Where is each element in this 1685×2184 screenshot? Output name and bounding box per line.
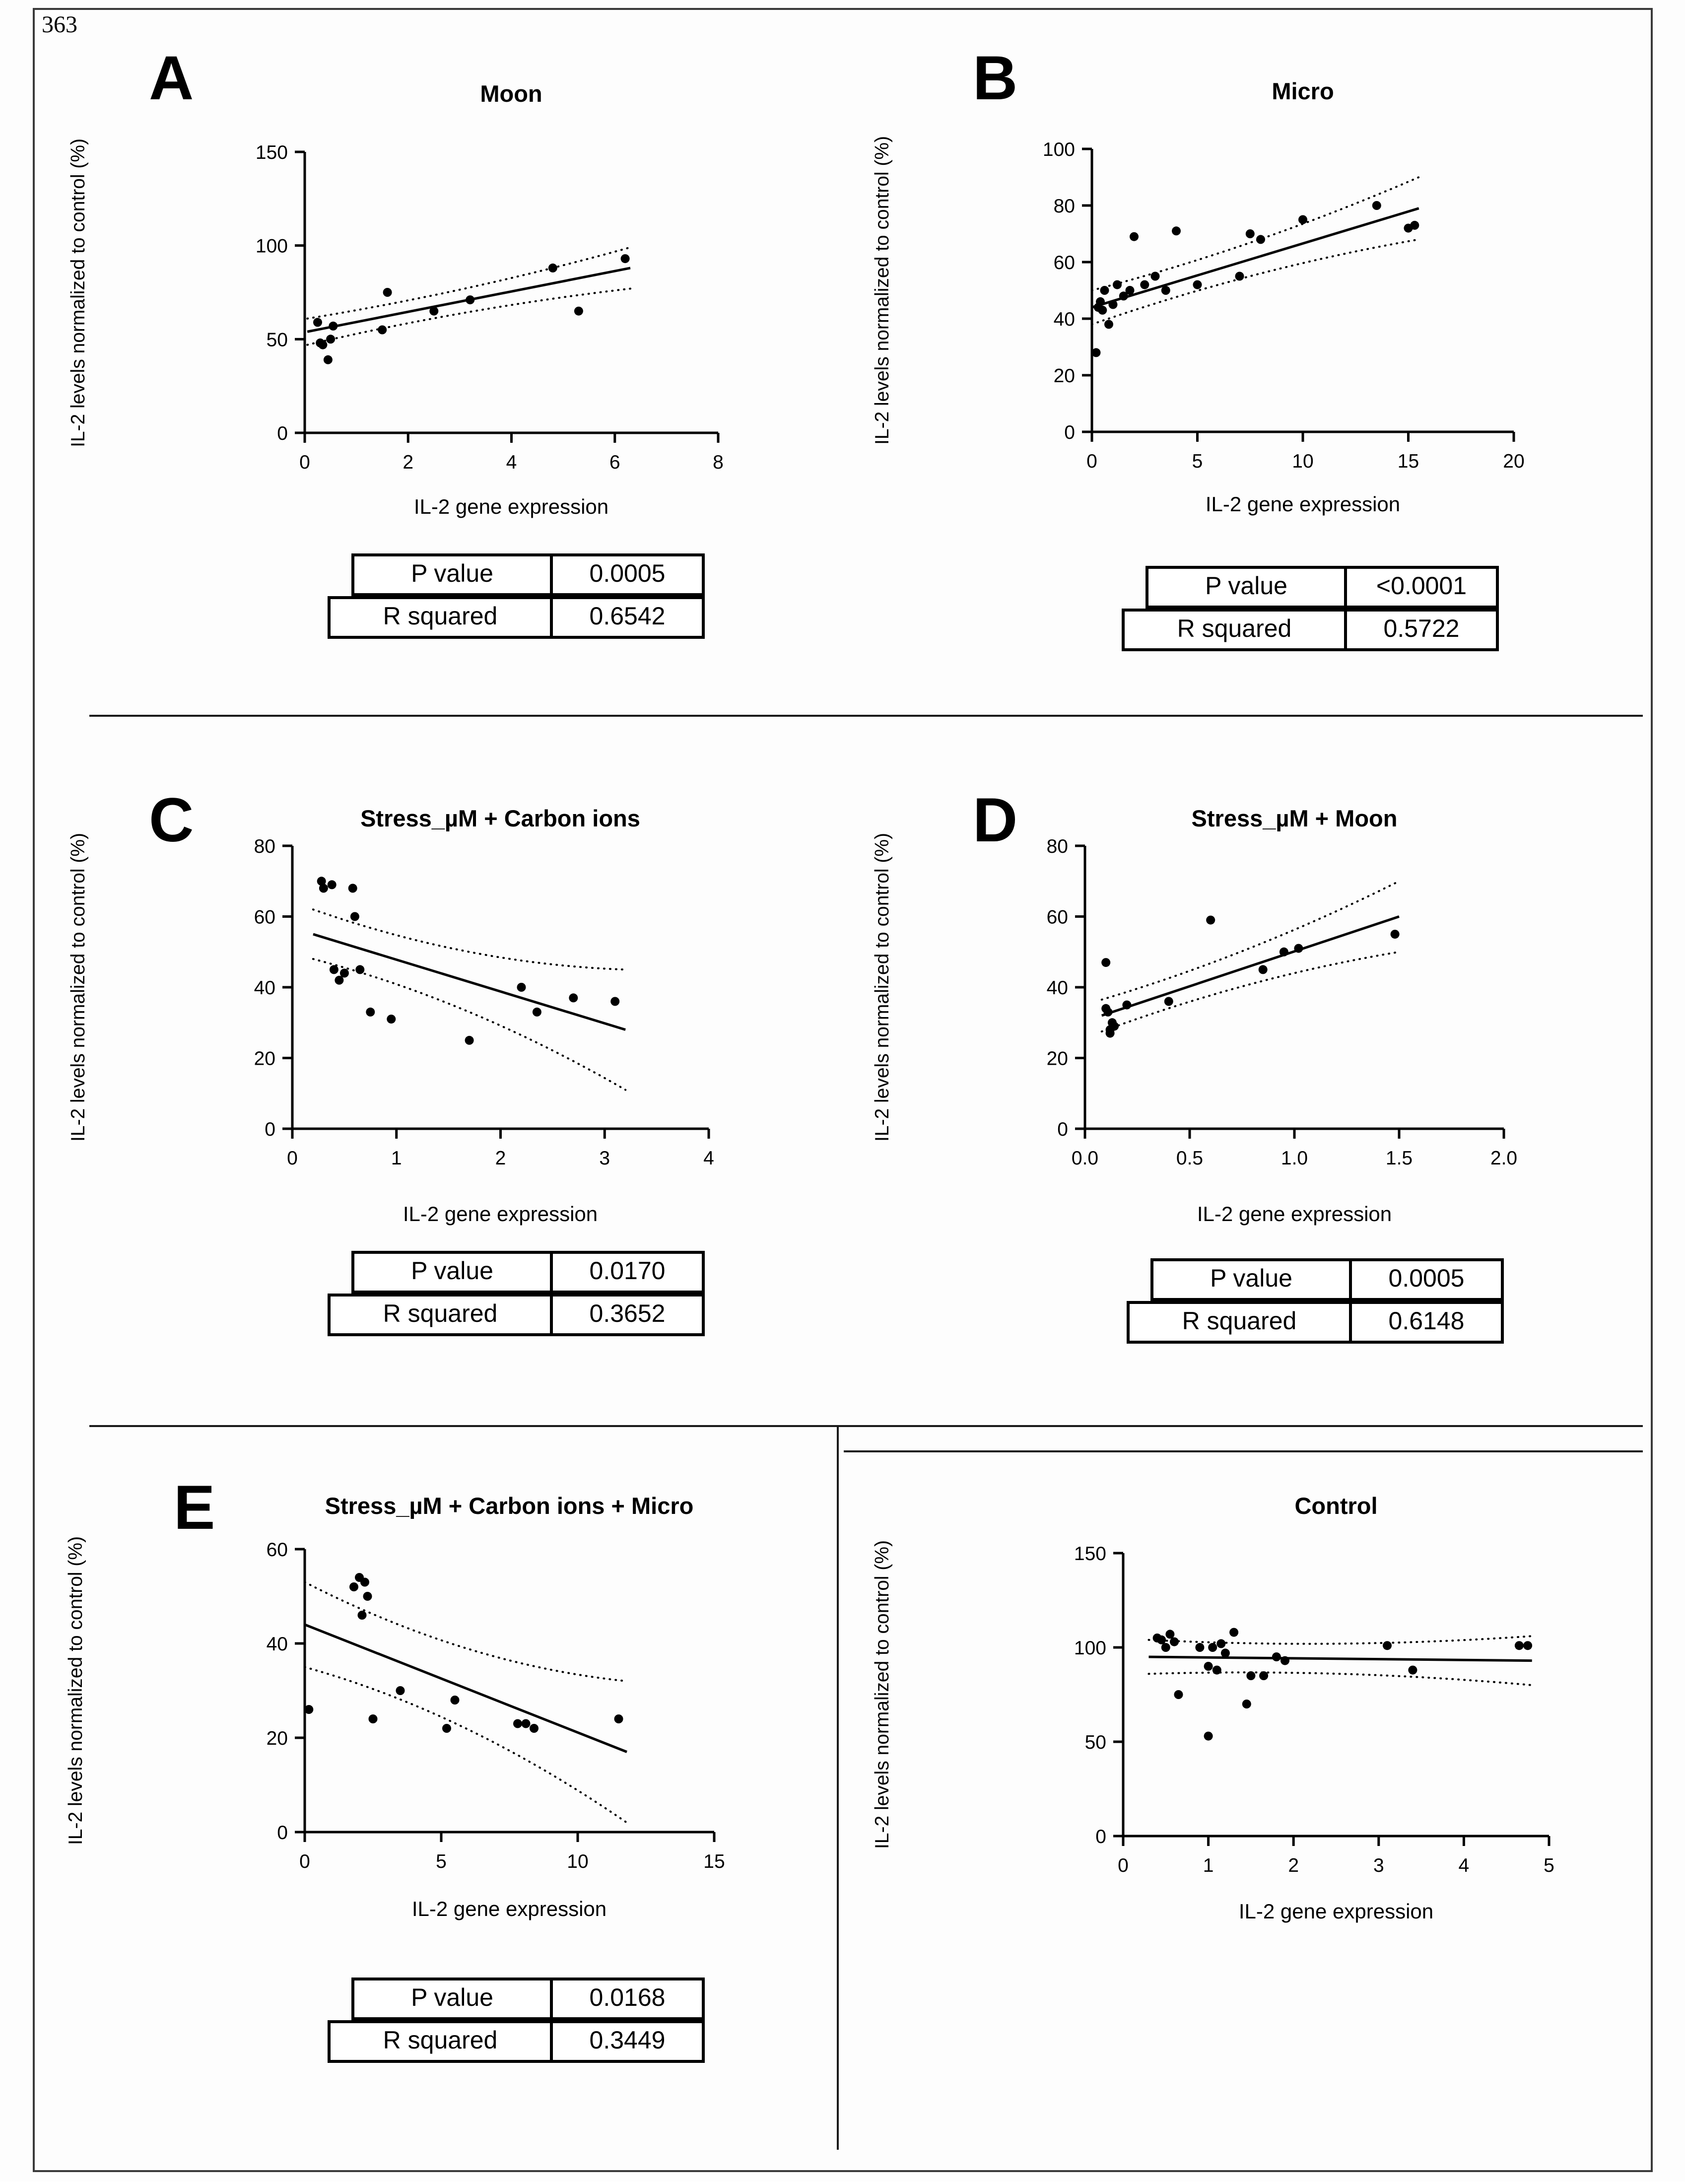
y-tick-label: 40	[254, 977, 275, 999]
data-point	[1165, 1630, 1174, 1638]
x-tick-label: 0	[1118, 1855, 1129, 1876]
data-point	[1204, 1732, 1213, 1741]
data-point	[1204, 1662, 1213, 1671]
y-tick-label: 60	[1053, 252, 1075, 273]
data-point	[1208, 1643, 1217, 1652]
data-point	[451, 1696, 460, 1705]
chart-a-y-axis-label: IL-2 levels normalized to control (%)	[67, 138, 89, 448]
data-point	[324, 355, 333, 364]
stats-r-value: 0.3652	[589, 1299, 666, 1327]
data-point	[328, 880, 337, 889]
plot-area	[254, 836, 714, 1169]
data-point	[355, 965, 364, 974]
y-tick-label: 80	[254, 836, 275, 857]
chart-c-svg	[69, 774, 844, 1236]
regression-line	[1148, 1657, 1532, 1661]
data-point	[574, 307, 583, 316]
data-point	[614, 1714, 623, 1723]
data-point	[1193, 280, 1202, 289]
data-point	[329, 322, 337, 331]
x-tick-label: 2.0	[1490, 1148, 1518, 1169]
y-tick-label: 80	[1046, 836, 1068, 857]
plot-area	[256, 142, 724, 473]
panel-c-letter: C	[149, 786, 194, 855]
confidence-band	[313, 909, 625, 969]
x-tick-label: 15	[1397, 451, 1419, 472]
data-point	[350, 912, 359, 921]
data-point	[1100, 286, 1109, 295]
stats-row-p	[351, 1978, 705, 2020]
regression-line	[305, 1625, 627, 1752]
data-point	[1195, 1643, 1204, 1652]
data-point	[1101, 958, 1110, 967]
y-tick-label: 50	[1084, 1732, 1106, 1753]
stats-p-value: 0.0005	[1388, 1264, 1465, 1292]
data-point	[1151, 272, 1160, 281]
y-tick-label: 60	[266, 1539, 288, 1561]
chart-c-y-axis-label: IL-2 levels normalized to control (%)	[67, 832, 89, 1142]
chart-c-x-axis-label: IL-2 gene expression	[403, 1202, 598, 1226]
y-tick-label: 100	[255, 235, 288, 257]
data-point	[1229, 1628, 1238, 1637]
chart-b-x-axis-label: IL-2 gene expression	[1205, 492, 1401, 516]
panel-e-letter: E	[174, 1473, 215, 1542]
y-tick-label: 0	[1057, 1119, 1068, 1140]
data-point	[304, 1705, 313, 1714]
x-tick-label: 8	[713, 452, 724, 473]
stats-p-label: P value	[1153, 1261, 1352, 1298]
data-point	[1104, 320, 1113, 329]
x-tick-label: 1	[1203, 1855, 1214, 1876]
data-point	[1161, 1643, 1170, 1652]
chart-control-title: Control	[1294, 1493, 1378, 1519]
y-tick-label: 20	[1053, 365, 1075, 387]
stats-table-b	[1122, 566, 1499, 651]
x-tick-label: 0.0	[1071, 1148, 1099, 1169]
x-tick-label: 0	[299, 1851, 310, 1872]
data-point	[513, 1719, 522, 1728]
stats-table-d	[1127, 1258, 1504, 1344]
confidence-band	[305, 1667, 627, 1823]
y-tick-label: 20	[254, 1048, 275, 1070]
data-point	[465, 1036, 474, 1045]
x-tick-label: 3	[599, 1148, 610, 1169]
stats-p-label: P value	[1148, 569, 1347, 606]
y-tick-label: 0	[1064, 422, 1075, 443]
chart-d-title: Stress_µM + Moon	[1191, 805, 1398, 831]
stats-r-value: 0.3449	[589, 2026, 666, 2054]
data-point	[396, 1686, 405, 1695]
data-point	[1103, 1008, 1112, 1017]
chart-a-x-axis-label: IL-2 gene expression	[413, 495, 609, 518]
regression-line	[313, 934, 625, 1029]
data-point	[517, 983, 526, 992]
data-point	[1256, 235, 1265, 244]
stats-r-value: 0.5722	[1383, 614, 1460, 642]
data-point	[1140, 280, 1149, 289]
x-tick-label: 4	[703, 1148, 714, 1169]
plot-area	[1047, 836, 1518, 1169]
x-tick-label: 10	[567, 1851, 589, 1872]
data-point	[1410, 221, 1419, 230]
chart-d-svg	[874, 774, 1668, 1236]
data-point	[366, 1008, 375, 1017]
data-point	[610, 997, 619, 1006]
data-point	[1383, 1641, 1392, 1650]
confidence-band	[1149, 1636, 1532, 1644]
data-point	[349, 1582, 358, 1591]
y-tick-label: 150	[255, 142, 288, 163]
panel-a	[69, 40, 844, 705]
x-tick-label: 5	[1192, 451, 1203, 472]
chart-d-y-axis-label: IL-2 levels normalized to control (%)	[872, 832, 893, 1142]
data-point	[1259, 1671, 1268, 1680]
panel-e	[65, 1464, 844, 2184]
data-point	[1206, 916, 1215, 925]
data-point	[1098, 306, 1107, 315]
confidence-band	[1102, 881, 1399, 1000]
confidence-band	[313, 959, 625, 1090]
data-point	[548, 264, 557, 273]
y-tick-label: 100	[1074, 1638, 1106, 1659]
data-point	[1110, 1022, 1119, 1030]
data-point	[1109, 300, 1118, 309]
stats-row-p	[351, 553, 705, 596]
panel-d-letter: D	[973, 786, 1018, 855]
x-tick-label: 10	[1292, 451, 1314, 472]
x-tick-label: 0	[287, 1148, 298, 1169]
chart-a-svg	[69, 40, 844, 541]
data-point	[522, 1719, 531, 1728]
data-point	[442, 1724, 451, 1733]
data-point	[1235, 272, 1244, 281]
x-tick-label: 5	[436, 1851, 447, 1872]
stats-r-label: R squared	[1125, 612, 1347, 648]
stats-row-p	[1150, 1258, 1504, 1301]
x-tick-label: 0.5	[1176, 1148, 1204, 1169]
stats-row-r	[328, 1294, 705, 1336]
chart-b-title: Micro	[1272, 78, 1334, 104]
chart-a-title: Moon	[480, 80, 542, 107]
y-tick-label: 40	[1053, 309, 1075, 330]
data-point	[466, 295, 474, 304]
y-tick-label: 50	[266, 329, 288, 351]
y-tick-label: 20	[1046, 1048, 1068, 1070]
stats-table-e	[328, 1978, 705, 2063]
row-divider-2b	[844, 1450, 1643, 1452]
chart-e-svg	[65, 1464, 844, 1926]
data-point	[1523, 1641, 1532, 1650]
data-point	[319, 884, 328, 893]
stats-r-value: 0.6542	[589, 602, 666, 630]
data-point	[1280, 948, 1288, 956]
panel-control	[874, 1464, 1668, 2085]
stats-table-c	[328, 1251, 705, 1336]
y-tick-label: 40	[1046, 977, 1068, 999]
data-point	[1122, 1001, 1131, 1010]
data-point	[1096, 297, 1105, 306]
panel-b-letter: B	[973, 44, 1018, 113]
stats-row-r	[1127, 1301, 1504, 1344]
x-tick-label: 20	[1503, 451, 1525, 472]
data-point	[1170, 1638, 1179, 1646]
x-tick-label: 6	[609, 452, 620, 473]
data-point	[369, 1714, 378, 1723]
data-point	[1126, 286, 1135, 295]
regression-line	[1092, 208, 1419, 308]
stats-row-r	[1122, 609, 1499, 651]
data-point	[363, 1592, 372, 1601]
confidence-band	[1102, 952, 1399, 1031]
data-point	[358, 1611, 367, 1620]
chart-b-y-axis-label: IL-2 levels normalized to control (%)	[872, 136, 893, 445]
stats-row-p	[351, 1251, 705, 1294]
x-tick-label: 4	[506, 452, 517, 473]
panel-d	[874, 774, 1668, 1430]
x-tick-label: 0	[299, 452, 310, 473]
x-tick-label: 2	[1288, 1855, 1299, 1876]
data-point	[530, 1724, 539, 1733]
y-tick-label: 100	[1042, 139, 1075, 160]
data-point	[1221, 1648, 1230, 1657]
data-point	[335, 976, 343, 985]
y-tick-label: 0	[277, 1822, 288, 1843]
data-point	[318, 341, 327, 349]
chart-c-title: Stress_µM + Carbon ions	[360, 805, 640, 831]
data-point	[360, 1578, 369, 1587]
data-point	[1272, 1652, 1281, 1661]
plot-area	[267, 1539, 725, 1872]
data-point	[1092, 348, 1101, 357]
y-tick-label: 0	[265, 1119, 275, 1140]
panel-c	[69, 774, 844, 1430]
stats-p-label: P value	[354, 1254, 553, 1291]
stats-row-r	[328, 2020, 705, 2063]
chart-control-svg	[874, 1464, 1668, 1931]
stats-row-p	[1146, 566, 1499, 609]
data-point	[1172, 226, 1181, 235]
row-divider-1	[89, 715, 1643, 717]
x-tick-label: 0	[1086, 451, 1097, 472]
stats-r-label: R squared	[331, 599, 553, 636]
data-point	[1281, 1656, 1289, 1665]
data-point	[1242, 1700, 1251, 1708]
data-point	[621, 254, 630, 263]
data-point	[378, 326, 387, 335]
x-tick-label: 4	[1458, 1855, 1470, 1876]
data-point	[1161, 286, 1170, 295]
data-point	[1298, 215, 1307, 224]
data-point	[326, 335, 335, 343]
data-point	[330, 965, 338, 974]
chart-e-x-axis-label: IL-2 gene expression	[411, 1897, 607, 1920]
data-point	[1157, 1636, 1166, 1644]
panel-a-letter: A	[149, 44, 194, 113]
y-tick-label: 0	[1095, 1826, 1106, 1847]
x-tick-label: 15	[703, 1851, 725, 1872]
x-tick-label: 1.5	[1385, 1148, 1413, 1169]
data-point	[1372, 201, 1381, 210]
stats-r-label: R squared	[1130, 1304, 1352, 1341]
confidence-band	[1149, 1672, 1532, 1685]
data-point	[1174, 1690, 1183, 1699]
stats-p-value: 0.0168	[589, 1983, 666, 2011]
stats-p-value: 0.0170	[589, 1257, 666, 1285]
y-tick-label: 80	[1053, 196, 1075, 217]
y-tick-label: 60	[254, 906, 275, 928]
page-number: 363	[42, 11, 77, 38]
data-point	[1246, 1671, 1255, 1680]
x-tick-label: 3	[1373, 1855, 1384, 1876]
data-point	[1246, 229, 1255, 238]
data-point	[348, 884, 357, 893]
data-point	[340, 969, 349, 978]
stats-r-value: 0.6148	[1388, 1307, 1465, 1335]
stats-row-r	[328, 596, 705, 639]
confidence-band	[1092, 177, 1419, 290]
chart-control-y-axis-label: IL-2 levels normalized to control (%)	[872, 1540, 893, 1849]
data-point	[1216, 1639, 1225, 1648]
plot-area	[1043, 139, 1525, 472]
data-point	[1130, 232, 1139, 241]
y-tick-label: 40	[266, 1634, 288, 1655]
panel-b	[874, 40, 1668, 705]
stats-p-label: P value	[354, 1980, 553, 2017]
x-tick-label: 2	[495, 1148, 506, 1169]
plot-area	[1074, 1543, 1554, 1876]
x-tick-label: 1.0	[1281, 1148, 1308, 1169]
data-point	[1294, 944, 1303, 953]
confidence-band	[307, 247, 630, 318]
chart-e-title: Stress_µM + Carbon ions + Micro	[325, 1493, 694, 1519]
data-point	[387, 1015, 396, 1024]
data-point	[1515, 1641, 1524, 1650]
data-point	[1164, 997, 1173, 1006]
stats-r-label: R squared	[331, 2023, 553, 2060]
data-point	[569, 993, 578, 1002]
chart-control-x-axis-label: IL-2 gene expression	[1238, 1900, 1434, 1923]
data-point	[429, 307, 438, 316]
y-tick-label: 60	[1046, 906, 1068, 928]
stats-r-label: R squared	[331, 1297, 553, 1333]
regression-line	[1102, 917, 1399, 1016]
data-point	[533, 1008, 541, 1017]
data-point	[1213, 1666, 1221, 1675]
data-point	[1391, 930, 1400, 939]
chart-e-y-axis-label: IL-2 levels normalized to control (%)	[65, 1536, 86, 1845]
confidence-band	[305, 1582, 627, 1682]
confidence-band	[1092, 239, 1419, 324]
data-point	[1408, 1666, 1417, 1675]
data-point	[1113, 280, 1122, 289]
y-tick-label: 20	[266, 1728, 288, 1749]
data-point	[313, 318, 322, 327]
y-tick-label: 150	[1074, 1543, 1106, 1565]
x-tick-label: 2	[403, 452, 414, 473]
chart-b-svg	[874, 40, 1668, 541]
stats-p-value: <0.0001	[1376, 572, 1467, 600]
stats-table-a	[328, 553, 705, 639]
stats-p-label: P value	[354, 556, 553, 593]
x-tick-label: 5	[1544, 1855, 1554, 1876]
data-point	[1259, 965, 1268, 974]
y-tick-label: 0	[277, 423, 288, 444]
chart-d-x-axis-label: IL-2 gene expression	[1197, 1202, 1392, 1226]
data-point	[383, 288, 392, 297]
x-tick-label: 1	[391, 1148, 402, 1169]
stats-p-value: 0.0005	[589, 559, 666, 587]
